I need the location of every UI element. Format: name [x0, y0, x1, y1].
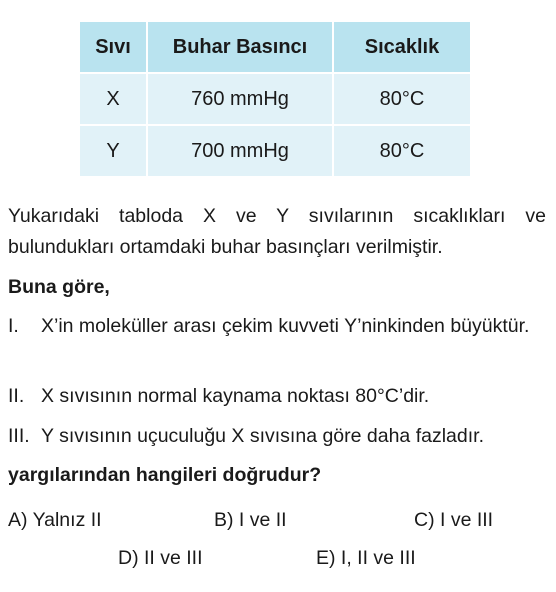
option-e[interactable]: E) I, II ve III	[316, 547, 416, 569]
statement-text: Y sıvısının uçuculuğu X sıvısına göre daha fazladır.	[41, 425, 484, 447]
table-row	[80, 73, 470, 125]
header-buhar-basinci: Buhar Basıncı	[147, 22, 333, 73]
statement-number: I.	[8, 315, 19, 337]
cell-vapor-pressure: 700 mmHg	[147, 125, 333, 177]
cell-temperature: 80°C	[333, 125, 470, 177]
statement-text: X sıvısının normal kaynama noktası 80°C’dir.	[41, 385, 430, 407]
table-header-row	[80, 22, 470, 73]
header-sivi: Sıvı	[80, 22, 147, 73]
cell-liquid: Y	[80, 125, 147, 177]
data-table	[80, 22, 470, 178]
option-d[interactable]: D) II ve III	[118, 547, 203, 569]
cell-liquid: X	[80, 73, 147, 125]
intro-text: Yukarıdaki tabloda X ve Y sıvılarının sıcaklıkları ve bulundukları ortamdaki buhar basınçları verilmiştir.	[8, 205, 546, 258]
question-text: yargılarından hangileri doğrudur?	[8, 464, 322, 486]
option-b[interactable]: B) I ve II	[214, 509, 287, 531]
statement-1	[8, 311, 546, 342]
lead-text: Buna göre,	[8, 276, 110, 298]
statement-number: II.	[8, 385, 25, 407]
statement-number: III.	[8, 425, 30, 447]
header-sicaklik: Sıcaklık	[333, 22, 470, 73]
statement-2	[8, 381, 546, 412]
statement-3	[8, 421, 546, 452]
option-c[interactable]: C) I ve III	[414, 509, 494, 531]
cell-vapor-pressure: 760 mmHg	[147, 73, 333, 125]
option-a[interactable]: A) Yalnız II	[8, 509, 102, 531]
statement-text: X’in moleküller arası çekim kuvveti Y’ninkinden büyüktür.	[41, 315, 530, 337]
table-row	[80, 125, 470, 177]
cell-temperature: 80°C	[333, 73, 470, 125]
